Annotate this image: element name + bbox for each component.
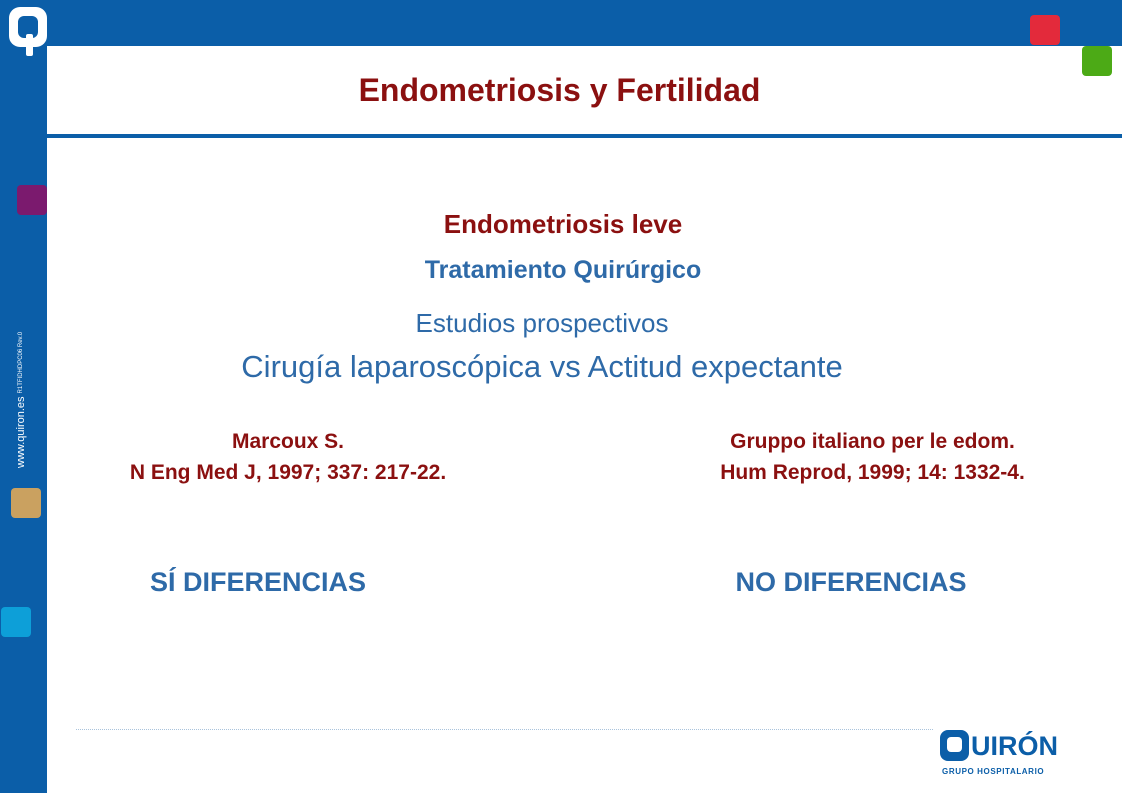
brand-q-mark: [940, 730, 969, 761]
studies-label: Estudios prospectivos: [415, 308, 669, 338]
treatment-heading: Tratamiento Quirúrgico: [424, 256, 702, 284]
sidebar-url-text: [14, 331, 28, 468]
slide-subtitle: Endometriosis leve: [443, 209, 683, 239]
cyan-accent-square: [1, 607, 31, 637]
title-divider: [47, 134, 1122, 138]
document-code: R1TFIDHDPC06 Rev.0: [18, 331, 25, 394]
slide-title: Endometriosis y Fertilidad: [358, 72, 761, 108]
brand-tagline: GRUPO HOSPITALARIO: [942, 767, 1045, 776]
study-author: Marcoux S.: [231, 430, 345, 453]
comparison-heading: Cirugía laparoscópica vs Actitud expectante: [241, 349, 843, 384]
study-citation: N Eng Med J, 1997; 337: 217-22.: [129, 461, 447, 484]
study-result-left: SÍ DIFERENCIAS: [149, 567, 367, 597]
top-frame-bar: [0, 0, 1122, 46]
study-marcoux: [60, 426, 516, 488]
study-citation: Hum Reprod, 1999; 14: 1332-4.: [720, 461, 1025, 484]
red-accent-square: [1030, 15, 1060, 45]
green-accent-square: [1082, 46, 1112, 76]
brand-name: UIRÓN: [971, 731, 1058, 761]
quiron-brand-logo-icon: [940, 730, 1080, 780]
footer-divider: [76, 729, 933, 730]
study-result-right: NO DIFERENCIAS: [735, 567, 967, 597]
website-url: www.quiron.es: [15, 396, 27, 468]
study-author: Gruppo italiano per le edom.: [730, 430, 1015, 453]
gold-accent-square: [11, 488, 41, 518]
study-gruppo-italiano: [640, 426, 1105, 488]
quiron-q-logo-icon: [8, 6, 48, 58]
